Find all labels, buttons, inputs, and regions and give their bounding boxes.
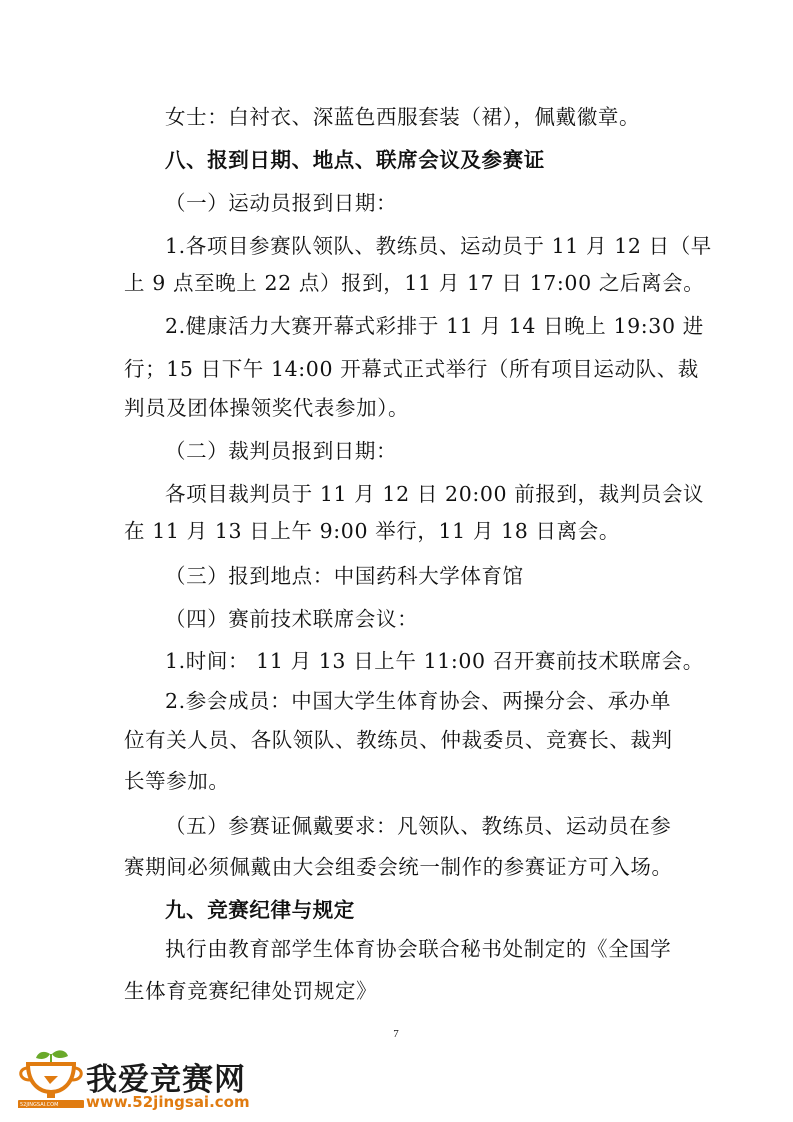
text-line: 长等参加。 xyxy=(124,769,230,793)
page-number: 7 xyxy=(393,1028,399,1040)
watermark-url: www.52jingsai.com xyxy=(86,1093,250,1111)
text-line: 各项目裁判员于 11 月 12 日 20:00 前报到，裁判员会议 xyxy=(165,482,705,506)
text-line: 1.各项目参赛队领队、教练员、运动员于 11 月 12 日（早 xyxy=(165,234,712,258)
text-line: 2.参会成员：中国大学生体育协会、两操分会、承办单 xyxy=(165,689,672,713)
text-line: 女士：白衬衣、深蓝色西服套装（裙），佩戴徽章。 xyxy=(165,105,641,129)
text-line: 位有关人员、各队领队、教练员、仲裁委员、竞赛长、裁判 xyxy=(124,728,673,752)
text-line: （二）裁判员报到日期： xyxy=(165,439,398,463)
text-line: 1.时间： 11 月 13 日上午 11:00 召开赛前技术联席会。 xyxy=(165,649,704,673)
section-heading: 九、竞赛纪律与规定 xyxy=(165,898,355,922)
text-line: 生体育竞赛纪律处罚规定》 xyxy=(124,979,378,1003)
text-line: 赛期间必须佩戴由大会组委会统一制作的参赛证方可入场。 xyxy=(124,855,673,879)
text-line: （五）参赛证佩戴要求：凡领队、教练员、运动员在参 xyxy=(165,814,672,838)
text-line: （四）赛前技术联席会议： xyxy=(165,607,419,631)
watermark-small-text: 52JINGSAI.COM xyxy=(20,1102,59,1108)
text-line: 2.健康活力大赛开幕式彩排于 11 月 14 日晚上 19:30 进 xyxy=(165,314,704,338)
section-heading: 八、报到日期、地点、联席会议及参赛证 xyxy=(165,148,545,172)
text-line: 行；15 日下午 14:00 开幕式正式举行（所有项目运动队、裁 xyxy=(124,357,699,381)
text-line: 在 11 月 13 日上午 9:00 举行，11 月 18 日离会。 xyxy=(124,519,620,543)
text-line: 判员及团体操领奖代表参加）。 xyxy=(124,396,410,420)
text-line: （一）运动员报到日期： xyxy=(165,191,398,215)
text-line: 执行由教育部学生体育协会联合秘书处制定的《全国学 xyxy=(165,937,672,961)
text-line: 上 9 点至晚上 22 点）报到，11 月 17 日 17:00 之后离会。 xyxy=(124,271,705,295)
watermark-name: 我爱竞赛网 xyxy=(86,1062,246,1098)
text-line: （三）报到地点：中国药科大学体育馆 xyxy=(165,564,524,588)
